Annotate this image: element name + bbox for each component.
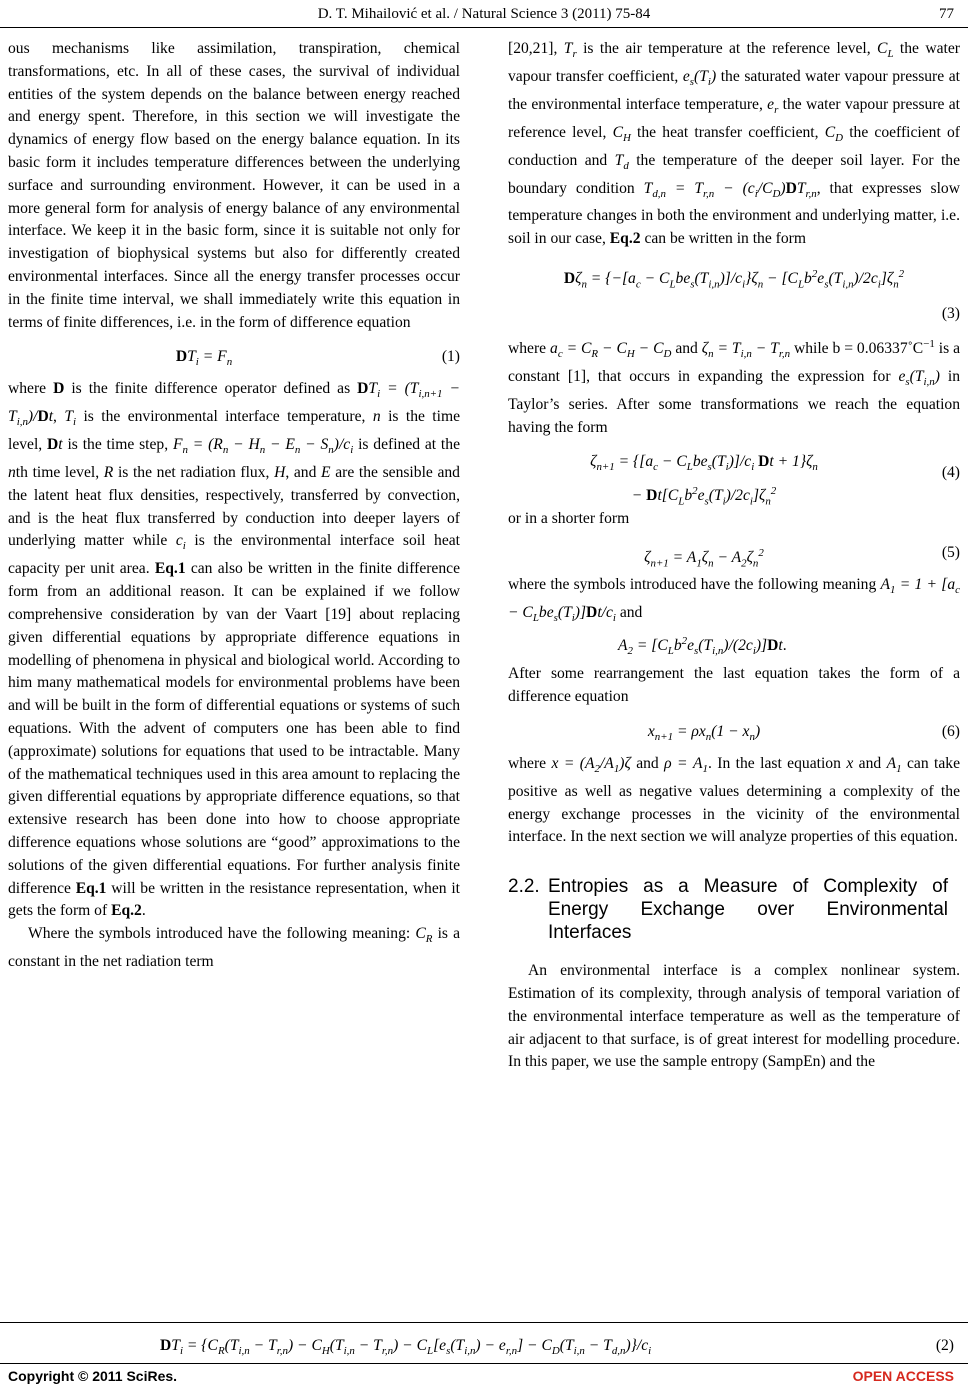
equation-number: (2) [935, 1337, 954, 1354]
equation-number: (4) [941, 463, 960, 481]
equation-4-body: $\zeta_{n+1} = \{[a_c - C_Lbe_s(T_i)]/c_i$ $Dt + 1\}\zeta_n$ − $Dt[C_Lb^2e_s(T_i)/2c_i]\zeta_n^2$ [590, 452, 818, 508]
equation-3 [508, 261, 960, 291]
equation-5 [508, 540, 960, 570]
equation-2 [0, 1333, 968, 1363]
section-number: 2.2. [508, 876, 540, 898]
equation-6 [508, 719, 960, 743]
paragraph: After some rearrangement the last equation takes the form of a difference equation [508, 665, 960, 706]
equation-number: (5) [941, 544, 960, 562]
paragraph: An environmental interface is a complex nonlinear system. Estimation of its complexity, through analysis of temporal variation of the environmental interface temperature as well as the temperature of air adjacent to that surface, is of great interest for modelling procedure. In this paper, we use the sample entropy (SampEn) and the [508, 962, 960, 1071]
equation-1 [8, 344, 460, 368]
equation-3-number-row [508, 301, 960, 323]
equation-number: (1) [441, 348, 460, 366]
paragraph: ous mechanisms like assimilation, transpiration, chemical transformations, etc. In all of these cases, the survival of individual entities of the system depends on the balance between energy reached and energy spent. Therefore, in this section we will investigate the dynamics of energy flow based on the energy balance equation. In its basic form it includes temperature differences between the underlying surface and surrounding environment. However, it can be used in a more general form for analysis of energy balance of any environmental interface. We keep it in the basic form, since it is suitable not only for investigation of biophysical systems but also for differently created environmental interfaces. Since all the energy transfer processes occur in the finite time interval, we shall immediately write this equation in terms of finite differences, i.e. in the form of difference equation [8, 40, 460, 331]
equation-6-body: $x_{n+1} = \rho x_n(1 - x_n)$ [647, 722, 761, 744]
footer-rule [0, 1363, 968, 1364]
equation-number: (6) [941, 722, 960, 740]
paragraph: where D is the finite difference operator defined as $DT_i = (T_{i,n+1} - T_{i,n})/Dt$, $T_i$ is the environmental interface temperature, n is the time level, Dt is the time step, $F_n = (R_n - H_n - E_n - S_n)/c_i$ is defined at the nth time level, R is the net radiation flux, H, and E are the sensible and the latent heat flux densities, respectively, transferred by convection, and is the heat flux transferred by conduction into deeper layers of underlying matter while $c_i$ is the environmental interface soil heat capacity per unit area. Eq.1 can also be written in the finite difference form from an additional reason. It can be explained if we follow comprehensive consideration by van der Vaart [19] about replacing given differential equations by appropriate difference equations in modelling of phenomena in physical and biological world. According to him many mathematical models for environmental problems have been and will be built in the form of differential equations or systems of such equations. With the advent of computers one has been able to find (approximate) solutions for equations that used to be intractable. Many of the mathematical techniques used in this area amount to replacing the given differential equations by appropriate difference equations, so that extensive research has been done into how to choose appropriate difference equations whose solutions are “good” approximations to the solutions of the given differential equations. For further analysis finite difference Eq.1 will be written in the resistance representation, when it gets the form of Eq.2. [8, 380, 461, 920]
running-header [0, 4, 968, 26]
paragraph: or in a shorter form [508, 509, 630, 527]
section-heading [508, 875, 960, 944]
left-column [8, 38, 460, 974]
equation-number: (3) [941, 305, 960, 323]
paragraph: where $a_c = C_R - C_H - C_D$ and $\zeta_n = T_{i,n} - T_{r,n}$ while $b = 0.06337˚C^{-1}$ is a constant [1], that occurs in expanding the expression for $e_s(T_{i,n})$ in Taylor’s series. After some transformations we reach the equation having the form [508, 338, 961, 436]
equation-2-body: $DT_i = \{C_R(T_{i,n} - T_{r,n}) - C_H(T_{i,n} - T_{r,n}) - C_L[e_s(T_{i,n}) - e_{r,n}] - C_D(T_{i,n} - T_{d,n})\}/c_i$ [160, 1337, 652, 1358]
header-rule [0, 27, 968, 28]
page-footer [0, 1368, 968, 1388]
copyright-text: Copyright © 2011 SciRes. [8, 1368, 178, 1384]
paragraph: where the symbols introduced have the following meaning $A_1 = 1 + [a_c - C_Lbe_s(T_i)]Dt/c_i$ and $A_2 = [C_Lb^2e_s(T_{i,n})/(2c_i)]Dt$. [508, 576, 960, 658]
running-title: D. T. Mihailović et al. / Natural Science 3 (2011) 75-84 [317, 6, 651, 22]
equation-5-body: $\zeta_{n+1} = A_1\zeta_n - A_2\zeta_n^2$ [644, 547, 764, 570]
equation-4 [508, 450, 960, 508]
page-number: 77 [939, 6, 954, 22]
paragraph: where $x = (A_2/A_1)\zeta$ and $\rho = A_1$. In the last equation x and $A_1$ can take positive as well as negative values determining a complexity of the energy exchange processes in the vicinity of the environmental interface. In the next section we will analyze properties of this equation. [508, 754, 961, 846]
open-access-label: OPEN ACCESS [852, 1368, 954, 1384]
equation-1-body: $DT_i = F_n$ [175, 348, 233, 369]
paragraph: [20,21], $T_r$ is the air temperature at the reference level, $C_L$ the water vapour transfer coefficient, $e_s(T_i)$ the saturated water vapour pressure at the environmental interface temperature, $e_r$ the water vapour pressure at reference level, $C_H$ the heat transfer coefficient, $C_D$ the coefficient of conduction and $T_d$ the temperature of the deeper soil layer. For the boundary condition $T_{d,n} = T_{r,n} - (c_i/C_D)DT_{r,n}$, that expresses slow temperature changes in both the environment and underlying matter, i.e. soil in our case, Eq.2 can be written in the form [508, 40, 961, 248]
section-title: Entropies as a Measure of Complexity of Energy Exchange over Environmental Interfaces [548, 876, 948, 944]
right-column [508, 38, 960, 1074]
footnote-rule [0, 1322, 968, 1323]
equation-3-body: $D\zeta_n = \{-[a_c - C_Lbe_s(T_{i,n})]/c_i\}\zeta_n - [C_Lb^2e_s(T_{i,n})/2c_i]\zeta_n^2$ [563, 268, 905, 291]
paragraph: Where the symbols introduced have the following meaning: $C_R$ is a constant in the net radiation term [8, 925, 460, 971]
